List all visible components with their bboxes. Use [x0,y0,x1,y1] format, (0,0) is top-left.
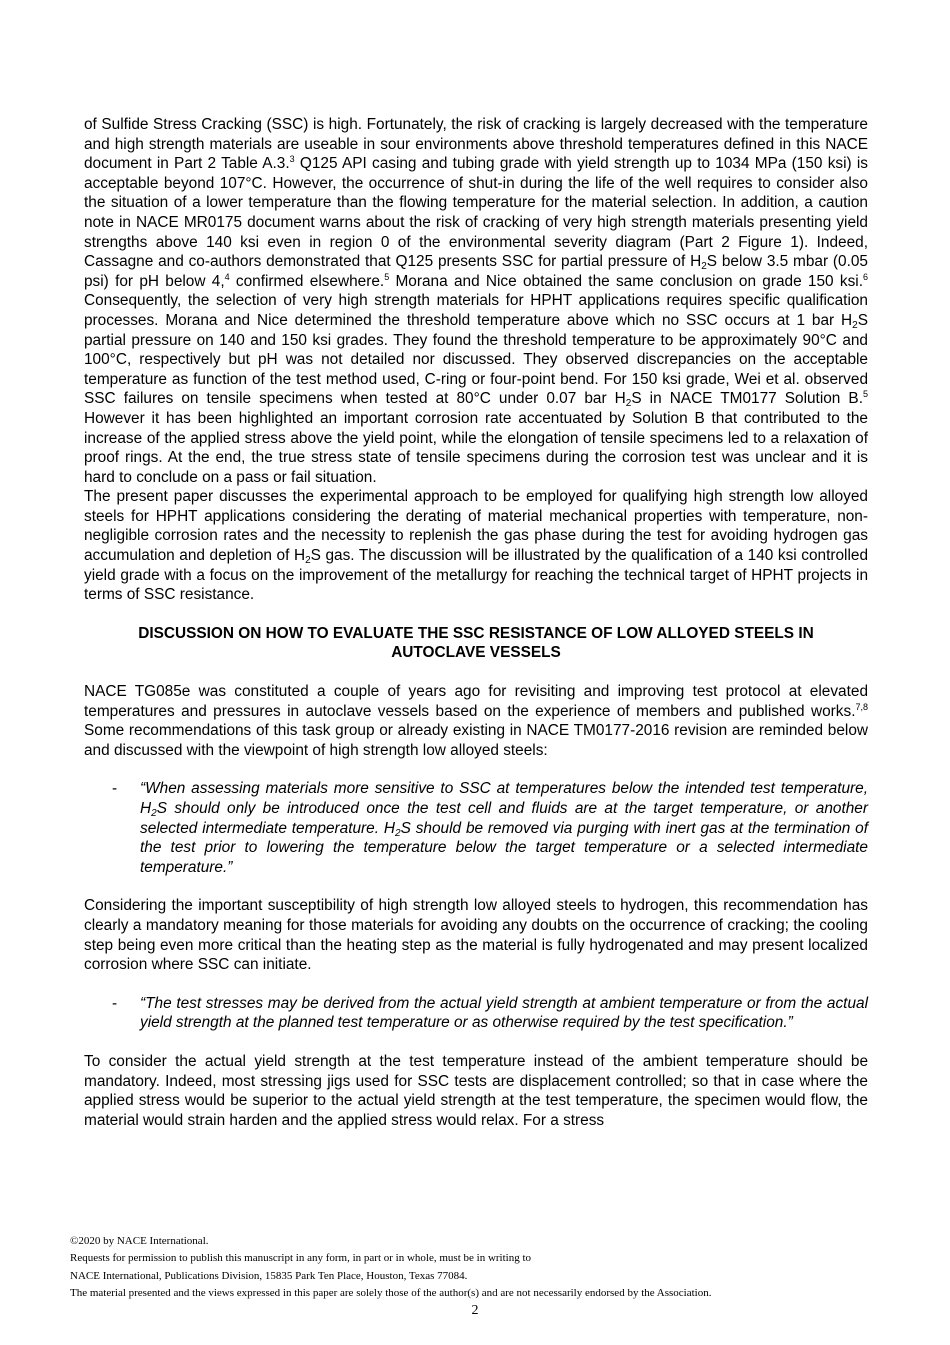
paragraph-ssc-background [84,115,868,487]
subscript: 2 [625,398,632,410]
paragraph-paper-purpose [84,487,868,605]
text-run: However it has been highlighted an important corrosion rate accentuated by Solution B that contributed to the increase of the applied stress above the yield point, while the elongation of tensile specimens led to a relaxation of proof rings. At the end, the true stress state of tensile specimens during the corrosion test was unclear and it is hard to conclude on a pass or fail situation. [84,409,868,486]
page-number: 2 [471,1303,479,1318]
text-run: NACE TG085e was constituted a couple of years ago for revisiting and improving test protocol at elevated temperatures and pressures in autoclave vessels based on the experience of members and published works. [84,683,868,720]
quoted-recommendation-2 [84,994,868,1033]
text-run: Some recommendations of this task group or already existing in NACE TM0177-2016 revision are reminded below and discussed with the viewpoint of high strength low alloyed steels: [84,722,868,759]
citation-ref: 5 [862,389,868,400]
text-run: Q125 API casing and tubing grade with yield strength up to 1034 MPa (150 ksi) is acceptable beyond 107°C. However, the occurrence of shut-in during the life of the well requires to consider also the situation of a lower temperature than the flowing temperature for the material selection. In addition, a caution note in NACE MR0175 document warns about the risk of cracking of very high strength materials presenting yield strengths above 140 ksi even in region 0 of the environmental severity diagram (Part 2 Figure 1). Indeed, Cassagne and co-authors demonstrated that Q125 presents SSC for partial pressure of H [84,155,869,271]
text-run: S below 3.5 mbar (0.05 psi) for pH below 4, [84,253,868,290]
section-heading-line: AUTOCLAVE VESSELS [391,644,561,662]
text-run: The present paper discusses the experimental approach to be employed for qualifying high strength low alloyed steels for HPHT applications considering the derating of material mechanical properties with temperature, non-negligible corrosion rates and the necessity to replenish the gas phase during the test for avoiding hydrogen gas accumulation and depletion of H [84,488,868,565]
text-run: Consequently, the selection of very high strength materials for HPHT applications requires specific qualification processes. Morana and Nice determined the threshold temperature above which no SSC occurs at 1 bar H [84,292,868,329]
text-run: S should be removed via purging with inert gas at the termination of the test prior to lowering the temperature below the target temperature or a selected intermediate temperature.” [140,819,868,876]
subscript: 2 [305,555,311,567]
quote-text [140,779,868,877]
footer-address: NACE International, Publications Division, 15835 Park Ten Place, Houston, Texas 77084. [70,1269,468,1282]
quoted-recommendation-1 [84,779,868,877]
text-run: “When assessing materials more sensitive to SSC at temperatures below the intended test temperature, H [140,780,868,817]
citation-ref: 4 [224,271,230,282]
citation-ref: 7,8 [855,701,868,712]
text-run: S partial pressure on 140 and 150 ksi grades. They found the threshold temperature to be approximately 90°C and 100°C, respectively but pH was not detailed nor discussed. They observed discrepancies on the acceptable temperature as function of the test method used, C-ring or four-point bend. For 150 ksi grade, Wei et al. observed SSC failures on tensile specimens when tested at 80°C under 0.07 bar H [84,311,868,408]
citation-ref: 5 [384,271,390,282]
text-run: Morana and Nice obtained the same conclusion on grade 150 ksi. [389,272,863,290]
quote-text: “The test stresses may be derived from the actual yield strength at ambient temperature or from the actual yield strength at the planned test temperature or as otherwise required by the test specification.” [140,994,868,1032]
footer-copyright: ©2020 by NACE International. [70,1235,209,1247]
footer-disclaimer: The material presented and the views expressed in this paper are solely those of the author(s) and are not necessarily endorsed by the Association. [70,1286,712,1299]
text-run: S should only be introduced once the test cell and fluids are at the target temperature, or another selected intermediate temperature. H [140,800,868,837]
subscript: 2 [151,808,157,819]
citation-ref: 6 [862,271,868,282]
subscript: 2 [395,827,401,839]
footer-permission: Requests for permission to publish this manuscript in any form, in part or in whole, must be in writing to [70,1252,532,1265]
paragraph-tg085e [84,682,868,760]
text-run: confirmed elsewhere. [229,272,385,290]
citation-ref: 3 [289,154,295,165]
text-run: of Sulfide Stress Cracking (SSC) is high. Fortunately, the risk of cracking is largely decreased with the temperature and high strength materials are useable in sour environments above threshold temperatures defined in this NACE document in Part 2 Table A.3. [84,116,868,173]
text-run: S gas. The discussion will be illustrated by the qualification of a 140 ksi controlled yield grade with a focus on the improvement of the metallurgy for reaching the technical target of HPHT projects in terms of SSC resistance. [84,547,869,604]
main-content [84,115,868,1130]
subscript: 2 [852,319,858,331]
bullet-dash: - [112,780,118,798]
paragraph-susceptibility: Considering the important susceptibility of high strength low alloyed steels to hydrogen, this recommendation has clearly a mandatory meaning for those materials for avoiding any doubts on the occurrence of cracking; the cooling step being even more critical than the heating step as the material is fully hydrogenated and may present localized corrosion where SSC can initiate. [84,897,868,974]
section-heading-line: DISCUSSION ON HOW TO EVALUATE THE SSC RESISTANCE OF LOW ALLOYED STEELS IN [138,624,814,642]
subscript: 2 [701,261,707,273]
page-footer [70,1233,880,1302]
section-heading [84,624,868,663]
paragraph-yield-strength: To consider the actual yield strength at the test temperature instead of the ambient temperature should be mandatory. Indeed, most stressing jigs used for SSC tests are displacement controlled; so that in case where the applied stress would be superior to the actual yield strength at the test temperature, the specimen would flow, the material would strain harden and the applied stress would relax. For a stress [84,1052,868,1129]
text-run: S in NACE TM0177 Solution B. [631,390,863,408]
bullet-dash: - [112,994,118,1012]
